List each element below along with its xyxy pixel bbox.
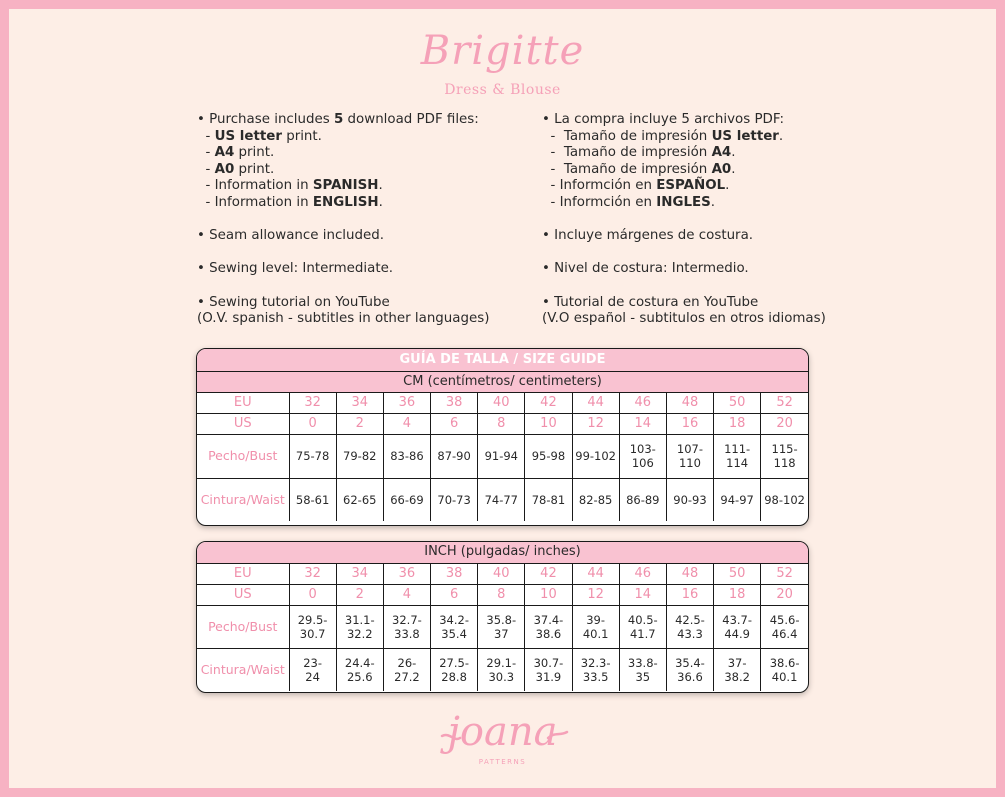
table-cell: 42.5- 43.3 [666, 605, 713, 648]
table-cell: 42 [525, 392, 572, 413]
table-cell: 75-78 [289, 434, 336, 478]
line-gap [197, 245, 489, 262]
table-cell: 23- 24 [289, 648, 336, 691]
table-row [197, 392, 808, 413]
table-cell: 40 [478, 563, 525, 584]
table-cell: 50 [714, 392, 761, 413]
row-label: EU [197, 563, 289, 584]
brand-tagline: PATTERNS [478, 758, 527, 766]
table-cell: 20 [761, 584, 808, 605]
description-line: (O.V. spanish - subtitles in other languages) [197, 311, 490, 327]
spanish-description [542, 112, 826, 328]
table-cell: 0 [289, 584, 336, 605]
table-cell: 44 [572, 563, 619, 584]
table-cell: 52 [761, 563, 808, 584]
table-cell: 2 [336, 413, 383, 434]
table-cell: 48 [666, 392, 713, 413]
table-cell: 37- 38.2 [714, 648, 761, 691]
description-line: - A4 print. [197, 145, 275, 161]
table-row [197, 478, 808, 521]
table-cell: 87-90 [431, 434, 478, 478]
table-cell: 14 [619, 584, 666, 605]
table-cell: 32 [289, 392, 336, 413]
table-cell: 66-69 [383, 478, 430, 521]
table-cell: 99-102 [572, 434, 619, 478]
table-row [197, 584, 808, 605]
table-cell: 35.4- 36.6 [666, 648, 713, 691]
table-cell: 31.1- 32.2 [336, 605, 383, 648]
unit-header: INCH (pulgadas/ inches) [197, 542, 808, 563]
description-line: • La compra incluye 5 archivos PDF: [542, 112, 785, 127]
table-row [197, 413, 808, 434]
table-row [197, 434, 808, 478]
description-line: • Tutorial de costura en YouTube [542, 294, 759, 310]
description-line: - Information in SPANISH. [197, 178, 383, 194]
table-cell: 82-85 [572, 478, 619, 521]
table-cell: 43.7- 44.9 [714, 605, 761, 648]
table-cell: 95-98 [525, 434, 572, 478]
table-cell: 14 [619, 413, 666, 434]
pattern-subtitle: Dress & Blouse [444, 82, 561, 98]
description-line: - US letter print. [197, 128, 322, 144]
table-cell: 48 [666, 563, 713, 584]
table-cell: 32.3- 33.5 [572, 648, 619, 691]
table-cell: 45.6- 46.4 [761, 605, 808, 648]
table-cell: 107-110 [666, 434, 713, 478]
table-cell: 4 [383, 584, 430, 605]
table-cell: 70-73 [431, 478, 478, 521]
table-cell: 74-77 [478, 478, 525, 521]
table-cell: 10 [525, 413, 572, 434]
table-cell: 33.8- 35 [619, 648, 666, 691]
pattern-title: Brigitte [420, 28, 585, 74]
line-gap [197, 212, 489, 229]
description-line: • Sewing tutorial on YouTube [197, 294, 390, 310]
table-cell: 38.6- 40.1 [761, 648, 808, 691]
unit-header: CM (centímetros/ centimeters) [197, 371, 808, 392]
table-cell: 50 [714, 563, 761, 584]
table-cell: 12 [572, 413, 619, 434]
table-cell: 98-102 [761, 478, 808, 521]
table-cell: 27.5- 28.8 [431, 648, 478, 691]
table-cell: 38 [431, 563, 478, 584]
table-row [197, 648, 808, 691]
table-row [197, 563, 808, 584]
table-cell: 90-93 [666, 478, 713, 521]
table-cell: 62-65 [336, 478, 383, 521]
line-gap [542, 245, 826, 262]
row-label: US [197, 413, 289, 434]
row-label: Cintura/Waist [197, 648, 289, 691]
table-cell: 79-82 [336, 434, 383, 478]
table-cell: 10 [525, 584, 572, 605]
table-cell: 115-118 [761, 434, 808, 478]
table-cell: 2 [336, 584, 383, 605]
table-cell: 6 [431, 413, 478, 434]
table-cell: 37.4- 38.6 [525, 605, 572, 648]
table-cell: 6 [431, 584, 478, 605]
table-cell: 40.5- 41.7 [619, 605, 666, 648]
brand-logo: joana [447, 709, 558, 755]
description-line: • Sewing level: Intermediate. [197, 261, 394, 277]
table-cell: 91-94 [478, 434, 525, 478]
table-cell: 32.7- 33.8 [383, 605, 430, 648]
table-cell: 86-89 [619, 478, 666, 521]
description-line: (V.O español - subtitulos en otros idiomas) [542, 311, 826, 327]
table-cell: 39- 40.1 [572, 605, 619, 648]
table-cell: 32 [289, 563, 336, 584]
table-cell: 40 [478, 392, 525, 413]
table-row [197, 605, 808, 648]
row-label: EU [197, 392, 289, 413]
table-cell: 34.2- 35.4 [431, 605, 478, 648]
table-cell: 20 [761, 413, 808, 434]
table-cell: 44 [572, 392, 619, 413]
size-guide-cm-table [196, 348, 809, 526]
description-line: - Tamaño de impresión A0. [542, 161, 736, 177]
table-cell: 46 [619, 563, 666, 584]
line-gap [542, 278, 826, 295]
table-cell: 4 [383, 413, 430, 434]
table-cell: 78-81 [525, 478, 572, 521]
table-cell: 18 [714, 584, 761, 605]
table-cell: 58-61 [289, 478, 336, 521]
table-cell: 16 [666, 413, 713, 434]
description-line: - Information in ENGLISH. [197, 194, 383, 210]
size-guide-caption: GUÍA DE TALLA / SIZE GUIDE [197, 349, 808, 371]
table-cell: 8 [478, 413, 525, 434]
table-cell: 26- 27.2 [383, 648, 430, 691]
description-line: - Informción en INGLES. [542, 194, 716, 210]
table-cell: 103-106 [619, 434, 666, 478]
table-cell: 38 [431, 392, 478, 413]
description-line: • Seam allowance included. [197, 228, 385, 244]
english-description [197, 112, 489, 328]
size-guide-inch-table [196, 541, 809, 693]
table-cell: 12 [572, 584, 619, 605]
line-gap [542, 212, 826, 229]
table-cell: 29.5- 30.7 [289, 605, 336, 648]
line-gap [197, 278, 489, 295]
description-line: • Incluye márgenes de costura. [542, 228, 754, 244]
table-cell: 24.4- 25.6 [336, 648, 383, 691]
row-label: Pecho/Bust [197, 434, 289, 478]
table-cell: 35.8- 37 [478, 605, 525, 648]
table-cell: 94-97 [714, 478, 761, 521]
table-cell: 8 [478, 584, 525, 605]
description-line: • Nivel de costura: Intermedio. [542, 261, 749, 277]
row-label: US [197, 584, 289, 605]
description-line: - Informción en ESPAÑOL. [542, 178, 730, 194]
table-cell: 30.7- 31.9 [525, 648, 572, 691]
table-cell: 46 [619, 392, 666, 413]
table-cell: 34 [336, 392, 383, 413]
description-line: • Purchase includes 5 download PDF files: [197, 112, 479, 127]
table-cell: 16 [666, 584, 713, 605]
table-cell: 0 [289, 413, 336, 434]
row-label: Pecho/Bust [197, 605, 289, 648]
table-cell: 36 [383, 563, 430, 584]
table-cell: 52 [761, 392, 808, 413]
description-line: - A0 print. [197, 161, 275, 177]
table-cell: 34 [336, 563, 383, 584]
table-cell: 18 [714, 413, 761, 434]
description-line: - Tamaño de impresión US letter. [542, 128, 784, 144]
table-cell: 29.1- 30.3 [478, 648, 525, 691]
row-label: Cintura/Waist [197, 478, 289, 521]
table-cell: 83-86 [383, 434, 430, 478]
description-line: - Tamaño de impresión A4. [542, 145, 736, 161]
table-cell: 42 [525, 563, 572, 584]
table-cell: 36 [383, 392, 430, 413]
table-cell: 111-114 [714, 434, 761, 478]
